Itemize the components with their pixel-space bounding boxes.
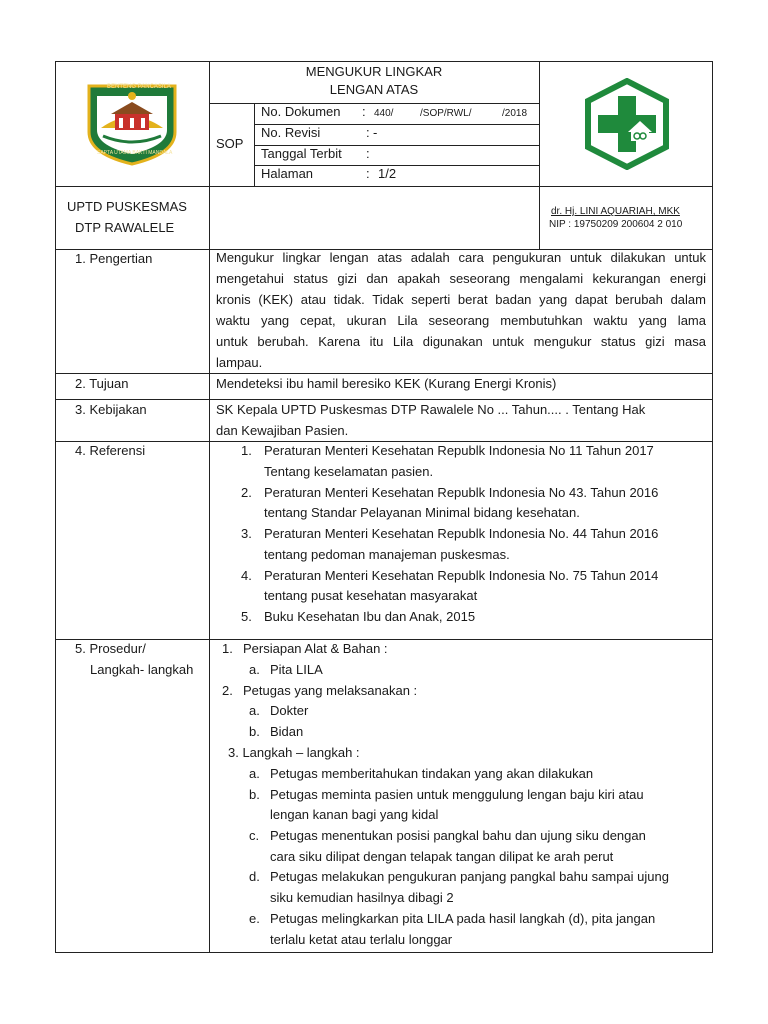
substep-letter: a.	[249, 662, 260, 677]
reference-item: Peraturan Menteri Kesehatan Republk Indonesia No. 75 Tahun 2014	[264, 568, 659, 583]
substep-letter: a.	[249, 703, 260, 718]
substep-letter: d.	[249, 869, 260, 884]
substep-text: siku kemudian hasilnya dibagi 2	[270, 890, 454, 905]
step-number: 1.	[222, 641, 233, 656]
doc-number-b: /SOP/RWL/	[420, 108, 472, 119]
puskesmas-cross-icon	[584, 78, 670, 170]
definition-line: kronis (KEK) atau tidak. Tidak seperti berat badan yang dapat berubah dalam	[216, 292, 706, 307]
substep-text: lengan kanan bagi yang kidal	[270, 807, 439, 822]
step-number: 2.	[222, 683, 233, 698]
meta-colon: :	[366, 166, 370, 181]
substep-letter: c.	[249, 828, 260, 843]
title-line-2: LENGAN ATAS	[329, 82, 419, 97]
reference-item: tentang pedoman manajeman puskesmas.	[264, 547, 510, 562]
doc-number-a: 440/	[374, 108, 394, 119]
org-name-line-1: UPTD PUSKESMAS	[67, 199, 187, 214]
meta-label: No. Revisi	[261, 125, 321, 140]
meta-label: Tanggal Terbit	[261, 146, 342, 161]
substep-text: Petugas memberitahukan tindakan yang akan dilakukan	[270, 766, 594, 781]
step-text: Persiapan Alat & Bahan :	[243, 641, 388, 656]
meta-label: No. Dokumen	[261, 104, 341, 119]
section-label: 1. Pengertian	[75, 251, 153, 266]
signer-nip: NIP : 19750209 200604 2 010	[549, 219, 683, 230]
reference-number: 1.	[241, 443, 252, 458]
section-label: 2. Tujuan	[75, 376, 129, 391]
emblem-bottom-text: SAPTA UTAMA BAKTI MANDALA	[97, 150, 173, 156]
definition-line: Mengukur lingkar lengan atas adalah cara pengukuran untuk dilakukan untuk	[216, 250, 706, 265]
substep-text: Petugas meminta pasien untuk menggulung lengan baju kiri atau	[270, 787, 644, 802]
reference-item: tentang Standar Pelayanan Minimal bidang kesehatan.	[264, 505, 580, 520]
meta-colon: :	[366, 146, 370, 161]
reference-number: 4.	[241, 568, 252, 583]
doc-number-c: /2018	[502, 108, 528, 119]
reference-item: tentang pusat kesehatan masyarakat	[264, 588, 478, 603]
reference-number: 3.	[241, 526, 252, 541]
reference-item: Peraturan Menteri Kesehatan Republk Indonesia No. 44 Tahun 2016	[264, 526, 659, 541]
column-divider	[209, 61, 210, 953]
section-label: 4. Referensi	[75, 443, 146, 458]
header-right-divider	[539, 61, 540, 249]
substep-text: terlalu ketat atau terlalu longgar	[270, 932, 453, 947]
policy-text: dan Kewajiban Pasien.	[216, 423, 349, 438]
substep-text: Pita LILA	[270, 662, 323, 677]
page-value: 1/2	[378, 166, 397, 181]
meta-colon: :	[366, 125, 370, 140]
purpose-text: Mendeteksi ibu hamil beresiko KEK (Kurang Energi Kronis)	[216, 376, 557, 391]
section-label: 5. Prosedur/	[75, 641, 146, 656]
reference-item: Peraturan Menteri Kesehatan Republk Indonesia No 11 Tahun 2017	[264, 443, 654, 458]
reference-item: Buku Kesehatan Ibu dan Anak, 2015	[264, 609, 476, 624]
signer-name: dr. Hj. LINI AQUARIAH, MKK	[551, 206, 680, 217]
substep-letter: b.	[249, 724, 260, 739]
substep-text: Petugas melakukan pengukuran panjang pangkal bahu sampai ujung	[270, 869, 669, 884]
definition-line: mengetahui status gizi dan apakah seseorang mengalami kekurangan energi	[216, 271, 706, 286]
row-divider	[55, 186, 713, 187]
substep-text: cara siku dilipat dengan telapak tangan dilipat ke arah perut	[270, 849, 614, 864]
policy-text: SK Kepala UPTD Puskesmas DTP Rawalele No ... Tahun.... . Tentang Hak	[216, 402, 646, 417]
revision-value: -	[373, 125, 378, 140]
definition-line: waktu yang cepat, ukuran Lila seseorang membutuhkan waktu yang lama	[216, 313, 706, 328]
substep-text: Petugas melingkarkan pita LILA pada hasil langkah (d), pita jangan	[270, 911, 656, 926]
emblem-top-text: BENTENG PANCASILA	[107, 84, 171, 90]
step-text: Petugas yang melaksanakan :	[243, 683, 418, 698]
substep-text: Petugas menentukan posisi pangkal bahu dan ujung siku dengan	[270, 828, 646, 843]
step-text: 3. Langkah – langkah :	[228, 745, 360, 760]
org-name-line-2: DTP RAWALELE	[75, 220, 175, 235]
meta-colon: :	[362, 104, 366, 119]
substep-letter: b.	[249, 787, 260, 802]
reference-number: 2.	[241, 485, 252, 500]
section-label: Langkah- langkah	[90, 662, 194, 677]
section-label: 3. Kebijakan	[75, 402, 147, 417]
definition-line: untuk berubah. Karena itu Lila digunakan untuk mengukur status gizi masa	[216, 334, 706, 349]
meta-label: Halaman	[261, 166, 314, 181]
title-line-1: MENGUKUR LINGKAR	[305, 64, 443, 79]
substep-text: Dokter	[270, 703, 309, 718]
reference-item: Tentang keselamatan pasien.	[264, 464, 434, 479]
substep-letter: a.	[249, 766, 260, 781]
reference-item: Peraturan Menteri Kesehatan Republk Indonesia No 43. Tahun 2016	[264, 485, 659, 500]
substep-letter: e.	[249, 911, 260, 926]
sop-label: SOP	[216, 136, 244, 151]
definition-line: lampau.	[216, 355, 263, 370]
reference-number: 5.	[241, 609, 252, 624]
substep-text: Bidan	[270, 724, 304, 739]
